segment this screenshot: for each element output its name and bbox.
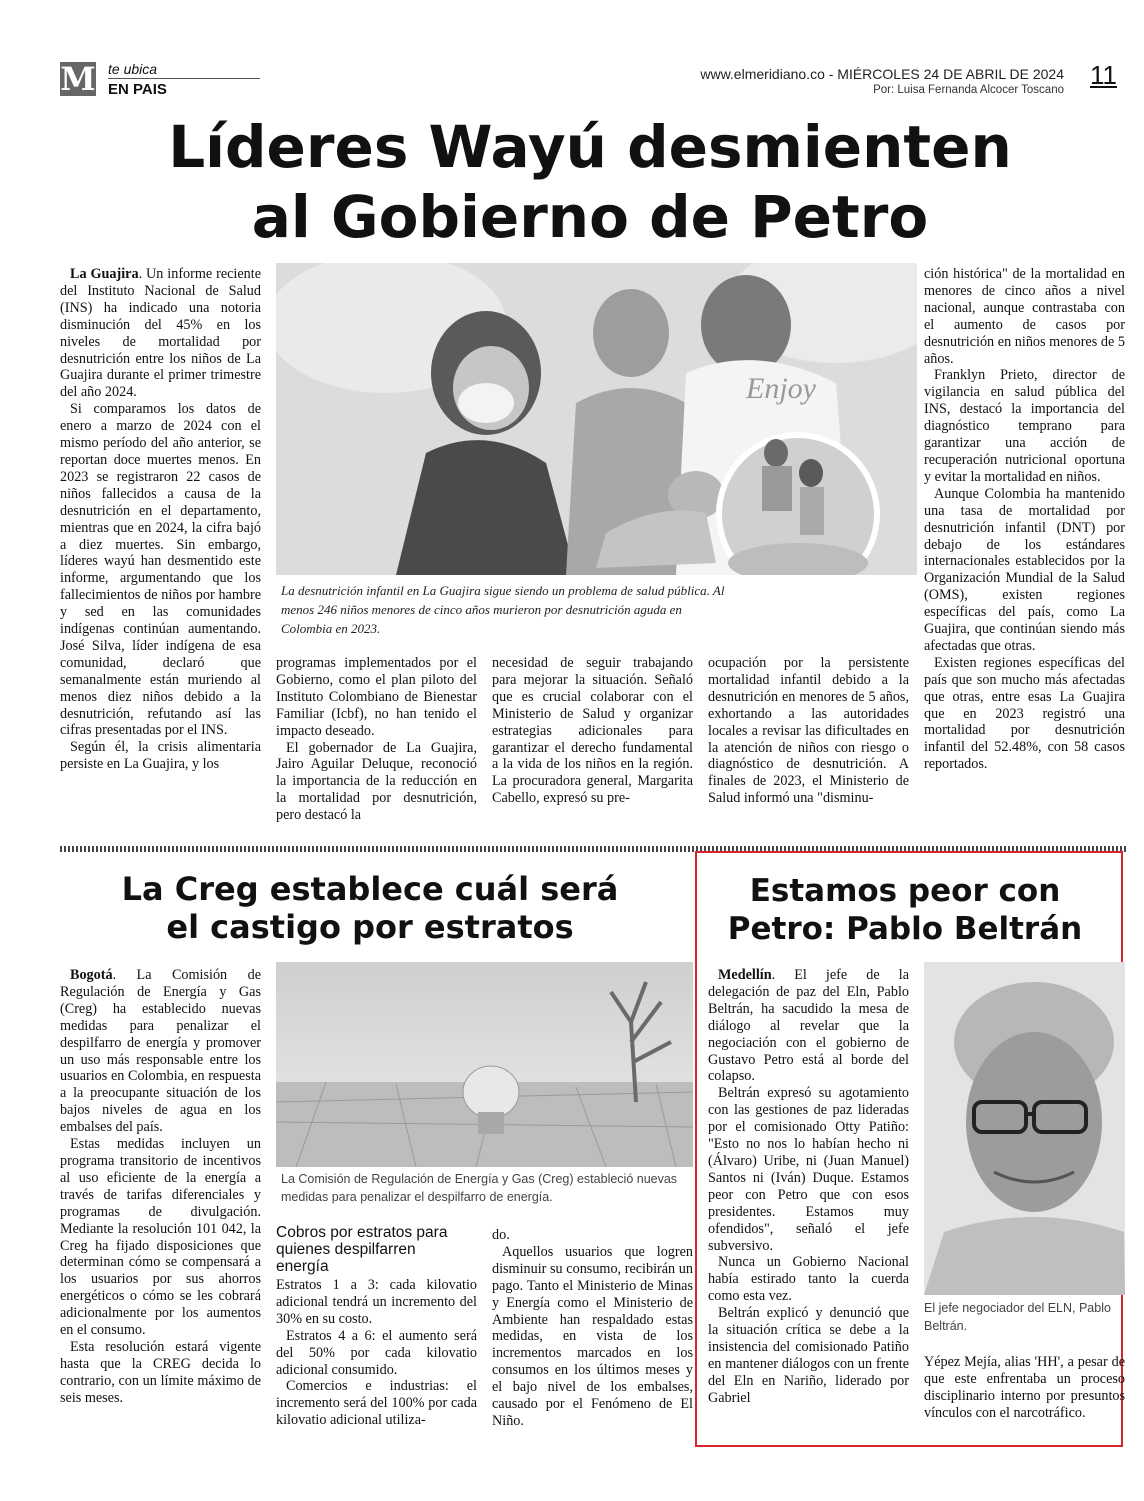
paragraph: Beltrán expresó su agotamiento con las gestiones de paz lideradas por el comisionado Otty Patiño: "Esto no nos lo habían hecho ni (Álvaro) Uribe, ni (Juan Manuel) Santos ni (Iván) Duque. Estamos peor con Petro que con esos presidentes. Estamos muy ofendidos", señaló el jefe subversivo. bbox=[708, 1085, 909, 1254]
photo-dry-lightbulb bbox=[276, 962, 693, 1167]
paragraph: necesidad de seguir trabajando para mejorar la situación. Señaló que es crucial colaborar con el Ministerio de Salud y organizar estrategias adicionales para garantizar el derecho fundamental a la vida de los niños en la región. La procuradora general, Margarita Cabello, expresó su pre- bbox=[492, 655, 693, 807]
paragraph: Nunca un Gobierno Nacional había estirado tanto la cuerda como esta vez. bbox=[708, 1254, 909, 1305]
photo-wayu-children bbox=[276, 263, 917, 575]
paragraph: Beltrán explicó y denunció que la situación crítica se debe a la insistencia del comisionado Patiño en mantener diálogos con un frente del Eln en Nariño, liderado por Gabriel bbox=[708, 1305, 909, 1406]
site-date: www.elmeridiano.co - MIÉRCOLES 24 DE ABRIL DE 2024 bbox=[700, 66, 1064, 82]
headline-article1 bbox=[60, 112, 1120, 252]
article1-col5 bbox=[924, 266, 1125, 773]
headline-line2: el castigo por estratos bbox=[166, 908, 574, 946]
photo-illustration bbox=[276, 263, 917, 575]
paragraph: do. bbox=[492, 1227, 510, 1243]
section-label: EN PAIS bbox=[108, 81, 167, 98]
headline-line1: La Creg establece cuál será bbox=[121, 870, 619, 908]
article3-col1 bbox=[708, 967, 909, 1407]
subhead: Cobros por estratos para quienes despilfarren energía bbox=[276, 1224, 448, 1275]
paragraph: Comercios e industrias: el incremento será del 100% por cada kilovatio adicional utiliza- bbox=[276, 1378, 477, 1429]
paragraph: Según él, la crisis alimentaria persiste en La Guajira, y los bbox=[60, 739, 261, 773]
dateline: Medellín bbox=[718, 967, 772, 983]
paragraph: . La Comisión de Regulación de Energía y Gas (Creg) ha establecido nuevas medidas para penalizar el despilfarro de energía y promover un uso más responsable entre los usuarios en Colombia, en respuesta a la preocupante situación de los bajos niveles de agua en los embalses del país. bbox=[60, 967, 261, 1136]
paragraph: ocupación por la persistente mortalidad infantil debido a la desnutrición en menores de 5 años, exhortando a las autoridades locales a revisar las dificultades en la atención de niños con riesgo o diagnóstico de desnutrición. A finales de 2023, el Ministerio de Salud informó una "disminu- bbox=[708, 655, 909, 807]
photo-illustration bbox=[276, 962, 693, 1167]
photo-illustration bbox=[924, 962, 1125, 1295]
paragraph: Existen regiones específicas del país que son mucho más afectadas que otras, entre esas La Guajira que en 2023 registró una mortalidad por desnutrición infantil del 52.48%, con 58 casos reportados. bbox=[924, 654, 1125, 773]
headline-article3 bbox=[705, 872, 1105, 948]
article2-col3 bbox=[492, 1227, 693, 1430]
photo-caption: La Comisión de Regulación de Energía y Gas (Creg) estableció nuevas medidas para penalizar el despilfarro de energía. bbox=[281, 1172, 678, 1204]
photo-pablo-beltran bbox=[924, 962, 1125, 1295]
article1-col3 bbox=[492, 655, 693, 807]
logo: M bbox=[60, 60, 96, 98]
photo-caption: El jefe negociador del ELN, Pablo Beltrán. bbox=[924, 1301, 1111, 1333]
svg-text:Enjoy: Enjoy bbox=[746, 372, 816, 405]
paragraph: Si comparamos los datos de enero a marzo de 2024 con el mismo período del año anterior, se reportan doce muertes menos. En 2023 se registraron 22 casos de niños fallecidos a causa de la desnutrición en el departamento, mientras que en 2024, la cifra bajó a diez muertes. Sin embargo, líderes wayú han desmentido este informe, argumentando que los fallecimientos de niños por hambre y sed en las comunidades indígenas continúan aumentando. José Silva, líder indígena de esa comunidad, declaró que semanalmente están muriendo al menos diez niños debido a la desnutrición, refutando así las cifras presentadas por el INS. bbox=[60, 401, 261, 739]
paragraph: El gobernador de La Guajira, Jairo Aguilar Deluque, reconoció la importancia de la reducción en la mortalidad por desnutrición, pero destacó la bbox=[276, 739, 477, 824]
page-number: 11 bbox=[1090, 60, 1117, 90]
paragraph: Estratos 4 a 6: el aumento será del 50% por cada kilovatio adicional consumido. bbox=[276, 1327, 477, 1378]
headline-line2: Petro: Pablo Beltrán bbox=[727, 911, 1083, 947]
dateline: Bogotá bbox=[70, 967, 113, 983]
header-rule bbox=[108, 78, 260, 79]
article1-col1 bbox=[60, 266, 261, 773]
article1-col2 bbox=[276, 655, 477, 824]
article2-col2 bbox=[276, 1277, 477, 1429]
headline-line2: al Gobierno de Petro bbox=[251, 183, 929, 251]
headline-article2 bbox=[60, 870, 680, 946]
paragraph: . El jefe de la delegación de paz del Eln, Pablo Beltrán, ha sacudido la mesa de diálogo al revelar que la negociación con el gobierno de Gustavo Petro está al borde del colapso. bbox=[708, 967, 909, 1085]
photo-caption: La desnutrición infantil en La Guajira sigue siendo un problema de salud pública. Al menos 246 niños menores de cinco años murieron por desnutrición aguda en Colombia en 2023. bbox=[281, 583, 725, 636]
headline-line1: Estamos peor con bbox=[749, 873, 1061, 909]
paragraph: . Un informe reciente del Instituto Nacional de Salud (INS) ha indicado una notoria disminución del 45% en los niveles de mortalidad por desnutrición entre los niños de La Guajira durante el primer trimestre del año 2024. bbox=[60, 266, 262, 401]
headline-line1: Líderes Wayú desmienten bbox=[168, 113, 1012, 181]
paragraph: ción histórica" de la mortalidad en menores de cinco años a nivel nacional, aunque contrastaba con el aumento de casos por desnutrición en niños menores de 5 años. bbox=[924, 266, 1125, 367]
article2-col1 bbox=[60, 967, 261, 1407]
article1-col4 bbox=[708, 655, 909, 807]
paragraph: Yépez Mejía, alias 'HH', a pesar de que este enfrentaba un proceso disciplinario interno por presuntos vínculos con el narcotráfico. bbox=[924, 1354, 1125, 1421]
paragraph: Franklyn Prieto, director de vigilancia en salud pública del INS, destacó la importancia del diagnóstico temprano para garantizar una acción de recuperación nutricional oportuna y evitar la mortalidad en niños. bbox=[924, 367, 1125, 485]
dateline: La Guajira bbox=[70, 266, 139, 282]
paragraph: Estratos 1 a 3: cada kilovatio adicional tendrá un incremento del 30% en su costo. bbox=[276, 1277, 477, 1327]
paragraph: Estas medidas incluyen un programa transitorio de incentivos al uso eficiente de la energía a través de tarifas diferenciales y programas de divulgación. Mediante la resolución 101 042, la Creg ha fijado disposiciones que determinan cómo se compensará a los usuarios por sus ahorros energéticos o cómo se les cobrará adicionalmente por los aumentos en el consumo. bbox=[60, 1136, 261, 1339]
paragraph: programas implementados por el Gobierno, como el plan piloto del Instituto Colombiano de Bienestar Familiar (Icbf), no han tenido el impacto deseado. bbox=[276, 655, 477, 739]
article3-col2 bbox=[924, 1354, 1125, 1422]
paragraph: Esta resolución estará vigente hasta que la CREG decida lo contrario, con un límite máximo de seis meses. bbox=[60, 1338, 261, 1406]
paragraph: Aunque Colombia ha mantenido una tasa de mortalidad por desnutrición infantil (DNT) por debajo de los estándares internacionales establecidos por la Organización Mundial de la Salud (OMS), existen regiones específicas del país, como La Guajira, que continúan siendo más afectadas que otras. bbox=[924, 485, 1125, 654]
paragraph: Aquellos usuarios que logren disminuir su consumo, recibirán un pago. Tanto el Ministerio de Minas y Energía como el Ministerio de Ambiente han respaldado estas medidas, en vista de los incrementos marcados en los consumos en los últimos meses y el bajo nivel de los embalses, causado por el Fenómeno de El Niño. bbox=[492, 1243, 693, 1429]
byline: Por: Luisa Fernanda Alcocer Toscano bbox=[873, 84, 1064, 96]
tagline: te ubica bbox=[108, 61, 158, 77]
